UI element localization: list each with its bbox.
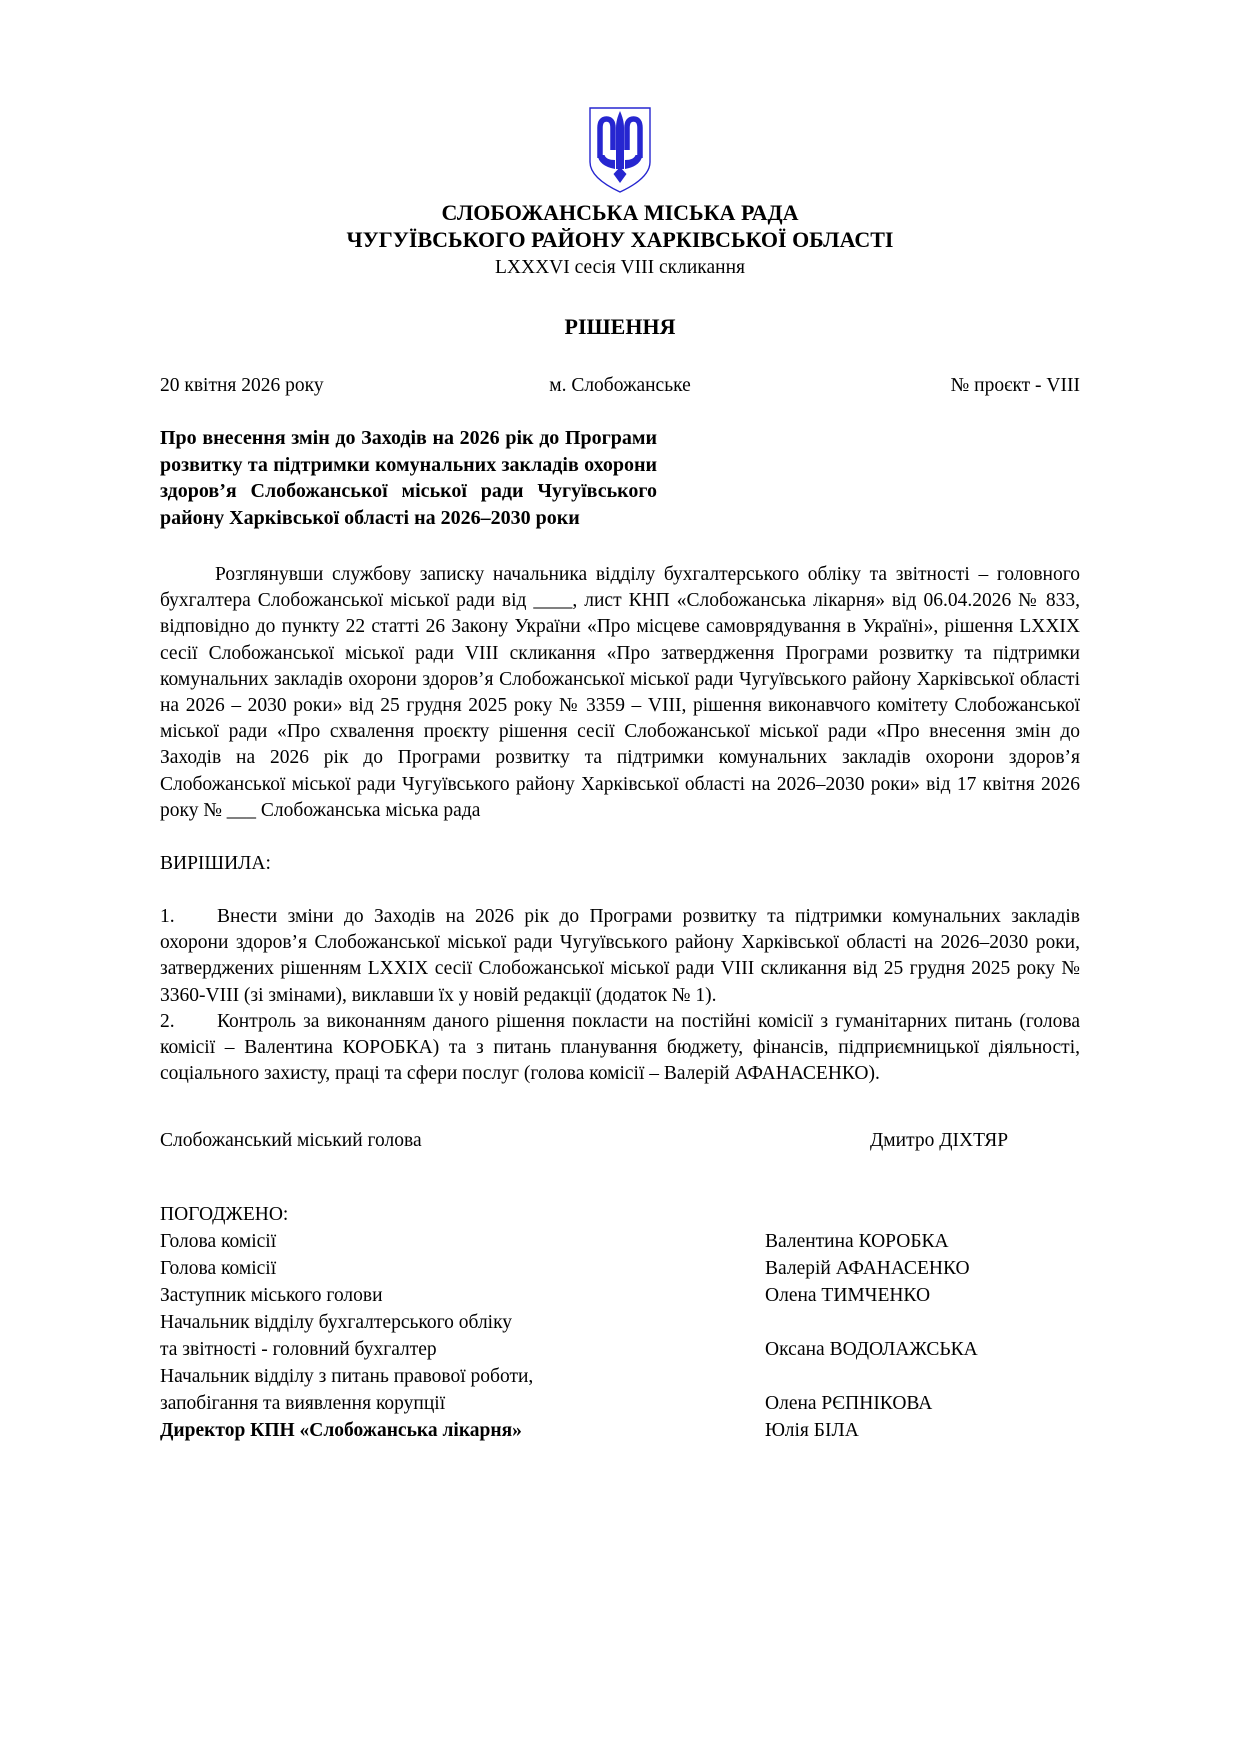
agreed-row-title: Голова комісії xyxy=(160,1258,277,1280)
agreed-row-title: запобігання та виявлення корупції xyxy=(160,1393,446,1415)
agreed-row-name xyxy=(765,1309,1080,1336)
resolved-label: ВИРІШИЛА: xyxy=(160,853,271,875)
agreed-row xyxy=(160,1282,1080,1309)
doc-preamble: Розглянувши службову записку начальника відділу бухгалтерського обліку та звітності – головного бухгалтера Слобожанської міської ради від ____, лист КНП «Слобожанська лікарня» від 06.04.2026 № 833, відповідно до пункту 22 статті 26 Закону України «Про місцеве самоврядування в Україні», рішення LXXIX сесії Слобожанської міської ради VIII скликання «Про затвердження Програми розвитку та підтримки комунальних закладів охорони здоров’я Слобожанської міської ради Чугуївського району Харківської області на 2026 – 2030 роки» від 25 грудня 2025 року № 3359 – VIII, рішення виконавчого комітету Слобожанської міської ради «Про схвалення проєкту рішення сесії Слобожанської міської ради «Про внесення змін до Заходів на 2026 рік до Програми розвитку та підтримки комунальних закладів охорони здоров’я Слобожанської міської ради Чугуївського району Харківської області на 2026–2030 роки» від 17 квітня 2026 року № ___ Слобожанська міська рада xyxy=(160,564,1080,821)
agreed-row xyxy=(160,1255,1080,1282)
doc-number: № проєкт - VIII xyxy=(950,375,1080,396)
resolution-item-2 xyxy=(160,1009,1080,1088)
agreed-row-title: Начальник відділу бухгалтерського обліку xyxy=(160,1312,513,1334)
agreed-row-title: Начальник відділу з питань правової роботи, xyxy=(160,1366,534,1388)
agreed-row xyxy=(160,1309,1080,1336)
resolution-item-1 xyxy=(160,904,1080,1009)
doc-subject: Про внесення змін до Заходів на 2026 рік до Програми розвитку та підтримки комунальних закладів охорони здоров’я Слобожанської міської ради Чугуївського району Харківської області на 2026–2030 роки xyxy=(160,427,657,529)
meta-row xyxy=(160,373,1080,398)
item-2-text: Контроль за виконанням даного рішення покласти на постійні комісії з гуманітарних питань (голова комісії – Валентина КОРОБКА) та з питань планування бюджету, фінансів, підприємницької діяльності, соціального захисту, праці та сфери послуг (голова комісії – Валерій АФАНАСЕНКО). xyxy=(160,1010,1080,1085)
agreed-label: ПОГОДЖЕНО: xyxy=(160,1204,289,1226)
agreed-row-title: Директор КПН «Слобожанська лікарня» xyxy=(160,1420,522,1442)
agreed-row xyxy=(160,1363,1080,1390)
agreed-row xyxy=(160,1228,1080,1255)
agreed-row-name: Юлія БІЛА xyxy=(765,1420,859,1442)
agreed-row-title: та звітності - головний бухгалтер xyxy=(160,1339,437,1361)
doc-place: м. Слобожанське xyxy=(549,375,691,396)
signature-title: Слобожанський міський голова xyxy=(160,1130,422,1152)
resolution-items xyxy=(160,904,1080,1087)
ukraine-trident-icon xyxy=(587,106,653,194)
agreed-row-title: Голова комісії xyxy=(160,1231,277,1253)
agreed-row-name: Олена ТИМЧЕНКО xyxy=(765,1285,931,1307)
doc-type-title: РІШЕННЯ xyxy=(564,314,676,339)
signature-row xyxy=(160,1128,1080,1154)
org-name-line1: СЛОБОЖАНСЬКА МІСЬКА РАДА xyxy=(441,200,799,225)
signature-name: Дмитро ДІХТЯР xyxy=(870,1130,1009,1152)
agreed-row-name: Валерій АФАНАСЕНКО xyxy=(765,1258,970,1280)
agreed-row-name: Оксана ВОДОЛАЖСЬКА xyxy=(765,1339,978,1361)
emblem-container xyxy=(160,0,1080,199)
agreed-row xyxy=(160,1336,1080,1363)
agreed-row-name xyxy=(765,1363,1080,1390)
agreed-row-name: Валентина КОРОБКА xyxy=(765,1231,949,1253)
agreed-row xyxy=(160,1417,1080,1444)
org-name-line2: ЧУГУЇВСЬКОГО РАЙОНУ ХАРКІВСЬКОЇ ОБЛАСТІ xyxy=(346,227,894,252)
agreed-row-title: Заступник міського голови xyxy=(160,1285,383,1307)
item-1-number: 1. xyxy=(160,906,175,928)
item-2-number: 2. xyxy=(160,1010,175,1032)
agreed-rows xyxy=(160,1228,1080,1444)
session-line: LXXXVI сесія VIII скликання xyxy=(495,257,745,278)
agreed-row-name: Олена РЄПНІКОВА xyxy=(765,1393,933,1415)
item-1-text: Внести зміни до Заходів на 2026 рік до Програми розвитку та підтримки комунальних закладів охорони здоров’я Слобожанської міської ради Чугуївського району Харківської області на 2026–2030 роки, затверджених рішенням LXXIX сесії Слобожанської міської ради VIII скликання від 25 грудня 2025 року № 3360-VIII (зі змінами), виклавши їх у новій редакції (додаток № 1). xyxy=(160,906,1080,1006)
doc-date: 20 квітня 2026 року xyxy=(160,375,324,396)
agreed-row xyxy=(160,1390,1080,1417)
